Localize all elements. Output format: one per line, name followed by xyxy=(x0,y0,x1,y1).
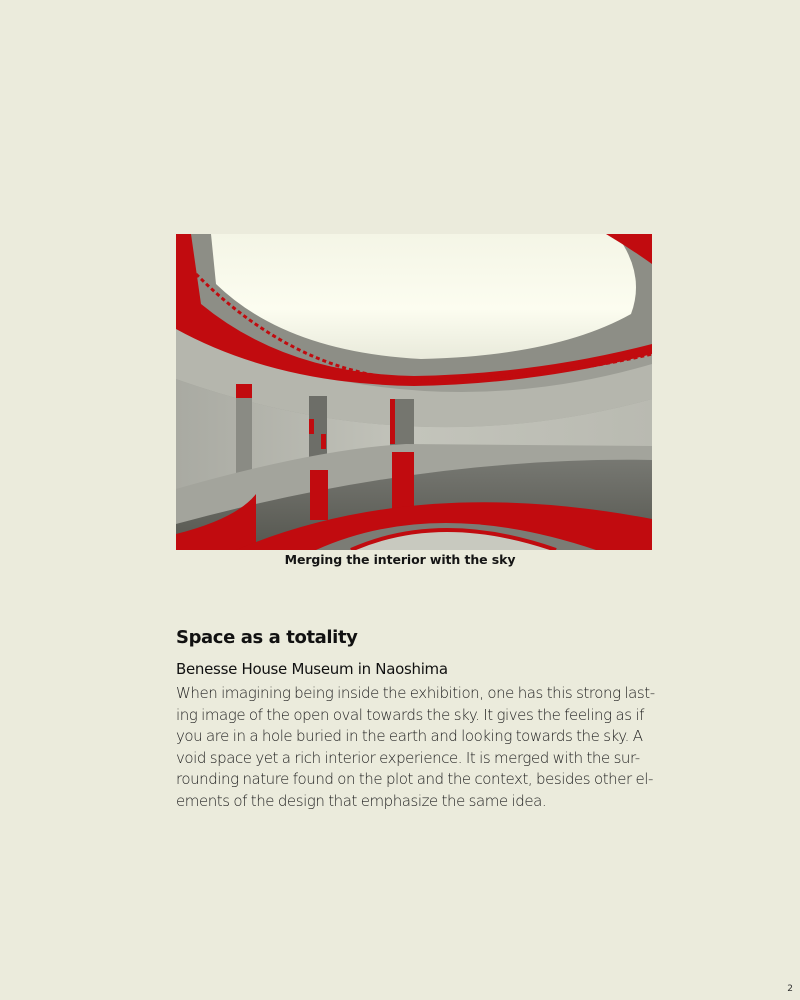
page-number: 2 xyxy=(787,984,793,994)
photo-illustration xyxy=(176,234,652,550)
body-line: When imagining being inside the exhibition, one has this strong last- xyxy=(176,684,655,702)
body-line: ing image of the open oval towards the sky. It gives the feeling as if xyxy=(176,705,644,724)
section-subtitle: Benesse House Museum in Naoshima xyxy=(176,660,448,678)
body-line: you are in a hole buried in the earth and looking towards the sky. A xyxy=(176,727,643,746)
body-line: ements of the design that emphasize the same idea. xyxy=(176,791,547,810)
figure-caption: Merging the interior with the sky xyxy=(284,552,516,567)
courtyard-photo xyxy=(176,234,652,550)
body-line: rounding nature found on the plot and the context, besides other el- xyxy=(176,770,653,789)
section-title: Space as a totality xyxy=(176,627,358,648)
section-body xyxy=(176,683,655,813)
body-line: void space yet a rich interior experience. It is merged with the sur- xyxy=(176,748,640,767)
